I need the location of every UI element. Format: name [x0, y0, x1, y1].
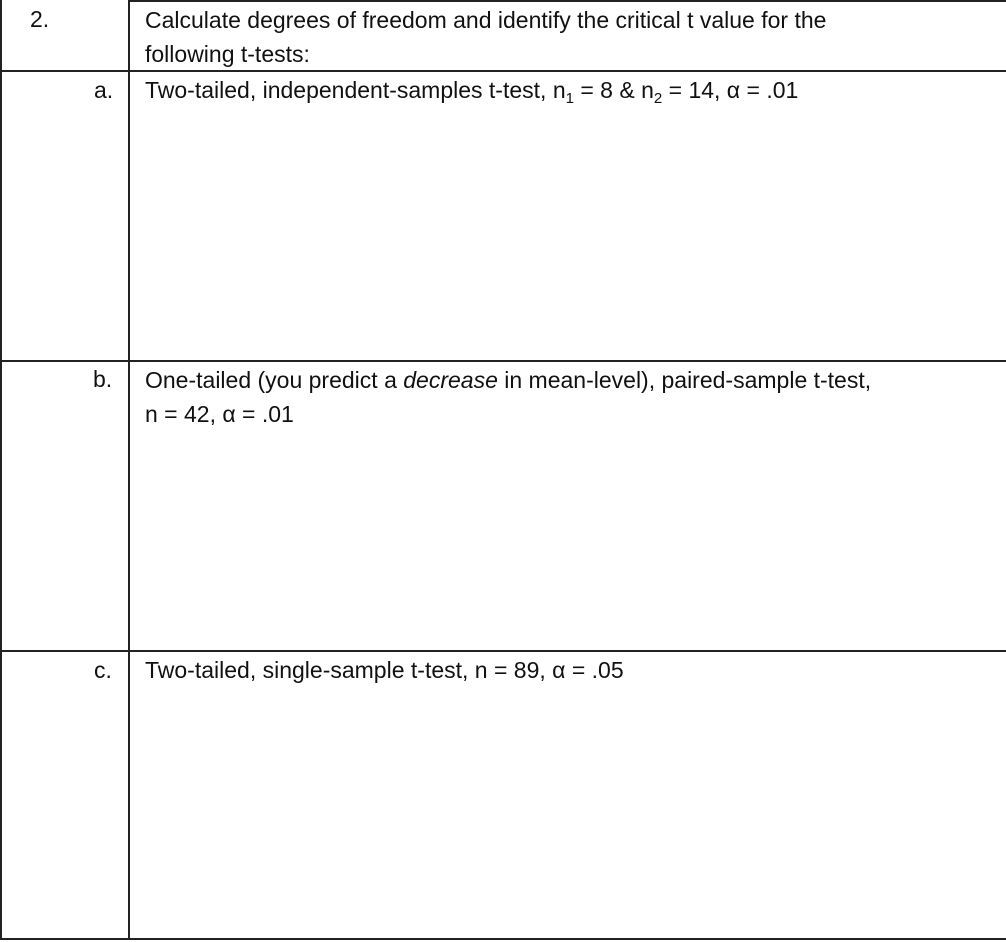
part-a-text-post: = 14, α = .01	[662, 77, 799, 103]
part-a-answer-area[interactable]	[140, 110, 990, 355]
table-border-bottom-right	[128, 938, 1006, 940]
part-a-sub-1: 1	[565, 90, 574, 107]
table-column-divider	[128, 0, 130, 940]
part-a-label: a.	[94, 77, 114, 103]
part-b-line-2: n = 42, α = .01	[145, 401, 294, 427]
prompt-line-1: Calculate degrees of freedom and identify the critical t value for the	[145, 7, 827, 33]
part-c-answer-area[interactable]	[140, 695, 990, 933]
part-a-text-mid: = 8 & n	[573, 77, 654, 103]
part-a-sub-2: 2	[653, 90, 663, 107]
part-b-answer-area[interactable]	[140, 440, 990, 645]
part-b-label: b.	[93, 366, 113, 392]
table-border-left	[0, 0, 2, 940]
row-divider-b	[0, 650, 1006, 652]
part-a-text	[145, 73, 995, 111]
problem-prompt	[145, 3, 995, 71]
problem-number: 2.	[30, 6, 50, 32]
part-b-emphasis: decrease	[403, 367, 498, 393]
part-c-text: Two-tailed, single-sample t-test, n = 89, α = .05	[145, 657, 624, 683]
row-divider-a	[0, 360, 1006, 362]
part-b-text-pre: One-tailed (you predict a	[145, 367, 404, 393]
part-b-text	[145, 363, 995, 431]
part-b-text-post: in mean-level), paired-sample t-test,	[497, 367, 872, 393]
part-b-line-1	[145, 363, 995, 397]
table-border-bottom-left	[0, 938, 130, 940]
prompt-line-2: following t-tests:	[145, 41, 310, 67]
table-border-top	[128, 0, 1006, 2]
part-a-text-pre: Two-tailed, independent-samples t-test, n	[145, 77, 566, 103]
part-c-label: c.	[94, 657, 112, 683]
